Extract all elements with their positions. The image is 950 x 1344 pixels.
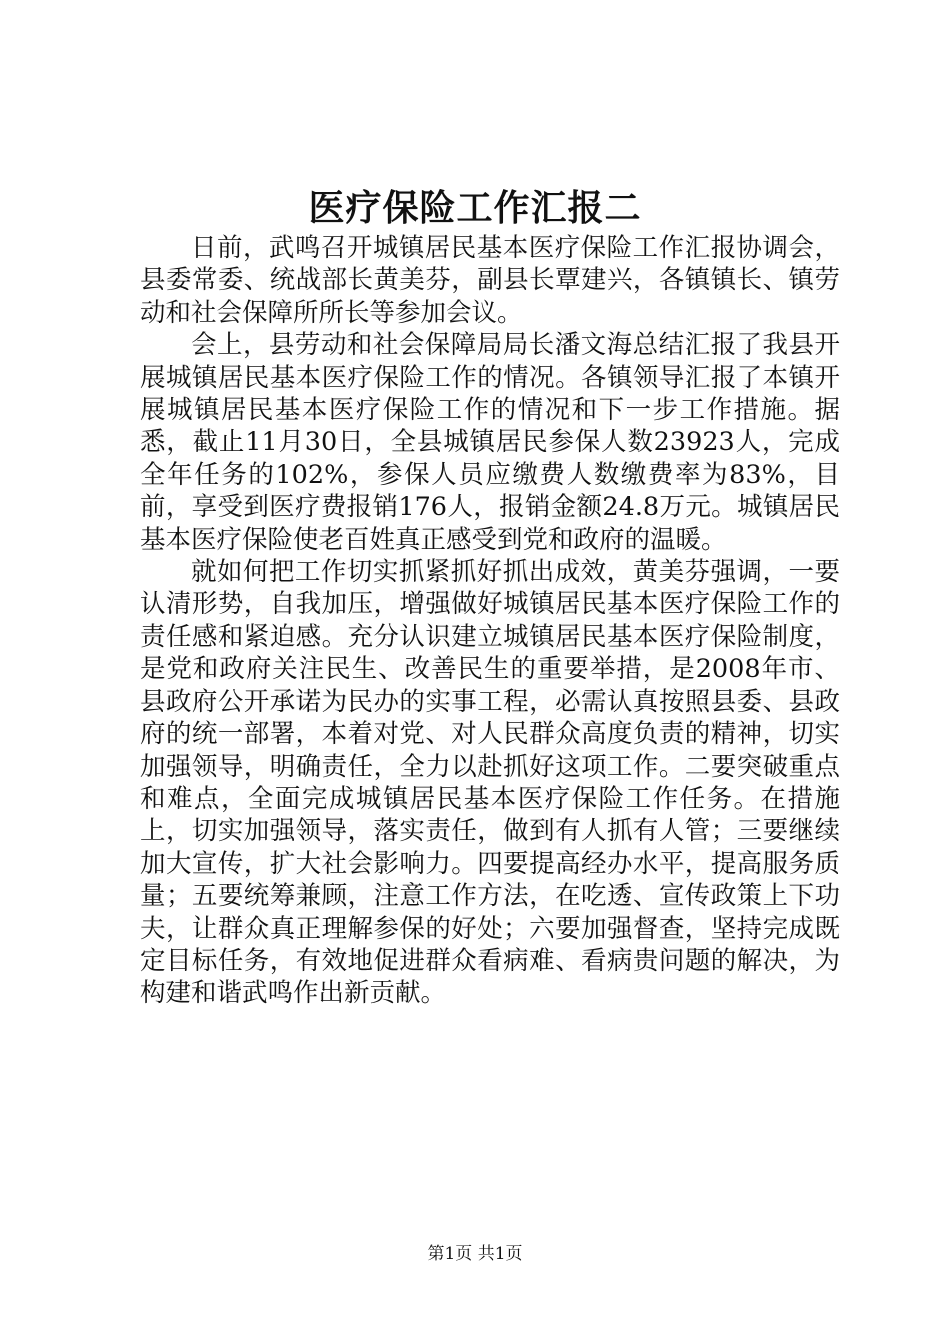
paragraph-2: 会上，县劳动和社会保障局局长潘文海总结汇报了我县开展城镇居民基本医疗保险工作的情况。各镇领导汇报了本镇开展城镇居民基本医疗保险工作的情况和下一步工作措施。据悉，截止11月30日，全县城镇居民参保人数23923人，完成全年任务的102%，参保人员应缴费人数缴费率为83%，目前，享受到医疗费报销176人，报销金额24.8万元。城镇居民基本医疗保险使老百姓真正感受到党和政府的温暖。 xyxy=(140,330,840,555)
paragraph-3: 就如何把工作切实抓紧抓好抓出成效，黄美芬强调，一要认清形势，自我加压，增强做好城镇居民基本医疗保险工作的责任感和紧迫感。充分认识建立城镇居民基本医疗保险制度，是党和政府关注民生、改善民生的重要举措，是2008年市、县政府公开承诺为民办的实事工程，必需认真按照县委、县政府的统一部署，本着对党、对人民群众高度负责的精神，切实加强领导，明确责任，全力以赴抓好这项工作。二要突破重点和难点，全面完成城镇居民基本医疗保险工作任务。在措施上，切实加强领导，落实责任，做到有人抓有人管；三要继续加大宣传，扩大社会影响力。四要提高经办水平，提高服务质量；五要统筹兼顾，注意工作方法，在吃透、宣传政策上下功夫，让群众真正理解参保的好处；六要加强督查，坚持完成既定目标任务，有效地促进群众看病难、看病贵问题的解决，为构建和谐武鸣作出新贡献。 xyxy=(140,557,840,1009)
document-title: 医疗保险工作汇报二 xyxy=(308,187,642,229)
paragraph-1: 日前，武鸣召开城镇居民基本医疗保险工作汇报协调会，县委常委、统战部长黄美芬，副县长覃建兴，各镇镇长、镇劳动和社会保障所所长等参加会议。 xyxy=(140,233,840,328)
page-footer: 第1页 共1页 xyxy=(427,1244,523,1264)
document-body xyxy=(140,232,840,1010)
